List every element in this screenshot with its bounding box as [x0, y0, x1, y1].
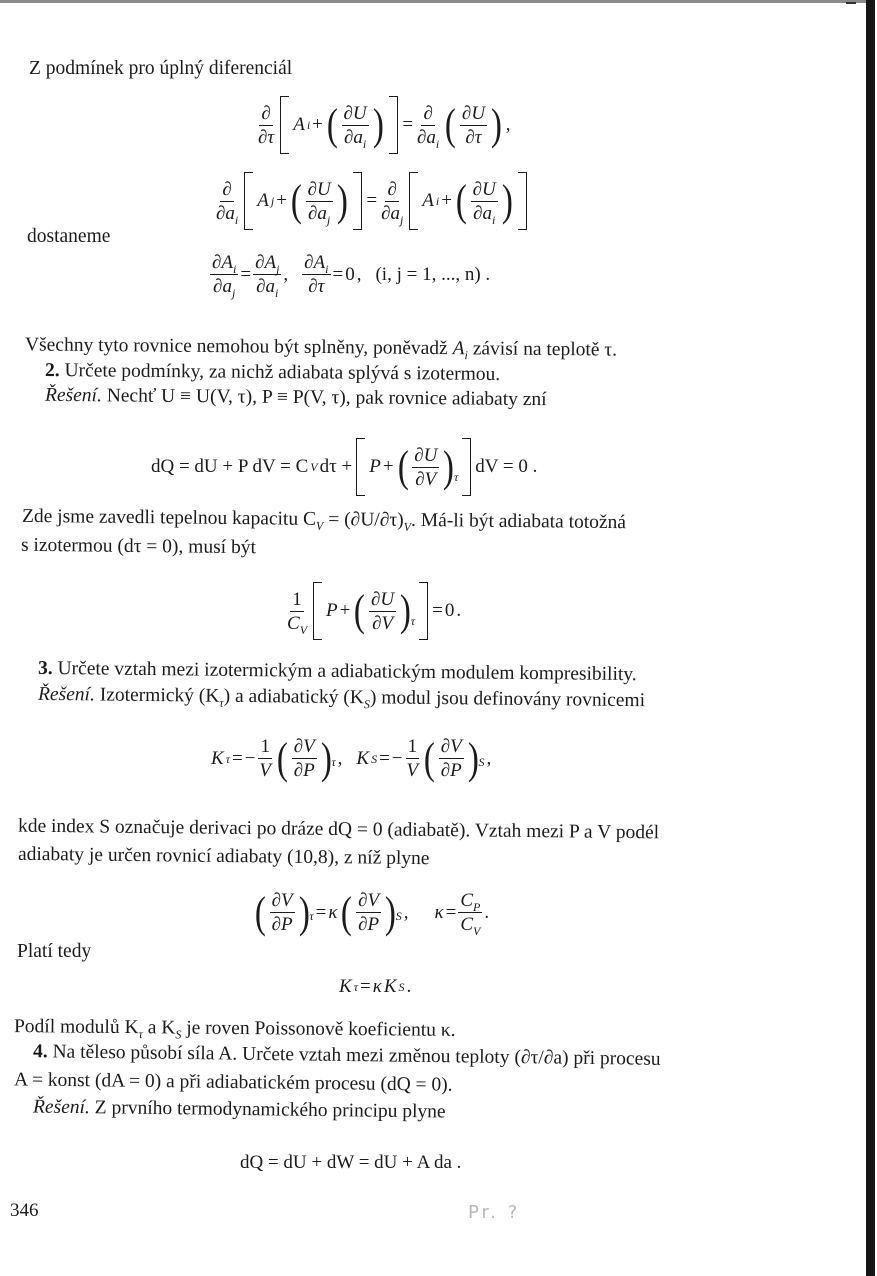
problem-4: 4. Na těleso působí síla A. Určete vztah mezi změnou teploty (∂τ/∂a) při procesu [32, 1041, 661, 1070]
problem-3: 3. Určete vztah mezi izotermickým a adiabatickým modulem kompresibility. [37, 657, 637, 686]
solution-3: Řešení. Izotermický $(K_\tau)$ a adiabatický $(K_S)$ modul jsou definovány rovnicemi [37, 683, 646, 712]
scan-top-mark [846, 2, 856, 4]
equation-1: ∂ ∂τ A i + ( ∂U $\partial a_i$ ) = ∂ $\partial a_i$ ( ∂U ∂τ ) , [255, 96, 511, 154]
equation-izoterma: 1 $C_V$ P + ( ∂U ∂V ) τ = 0 . [284, 582, 462, 640]
label-plati-tedy: Platí tedy [17, 941, 92, 962]
equation-adiabata: dQ = dU + P dV = C V dτ + P + ( ∂U ∂V ) τ dV = 0 . [150, 438, 538, 496]
paragraph-zde-line2: s izotermou (dτ = 0), musí být [20, 534, 257, 559]
page-number: 346 [10, 1200, 39, 1221]
solution-4: Řešení. Z prvního termodynamického principu plyne [32, 1096, 446, 1123]
equation-3: $\frac{\partial A_i}{\partial a_j}$ = $\frac{\partial A_j}{\partial a_i}$ , $\frac{\partial A_i}{\partial\tau}$ = 0 , (i, j = 1, ..., n) . [212, 252, 491, 300]
intro-text: Z podmínek pro úplný diferenciál [29, 58, 293, 79]
paragraph-kde-line1: kde index S označuje derivaci po dráze dQ = 0 (adiabatě). Vztah mezi P a V podél [17, 815, 660, 844]
problem-2: 2. Určete podmínky, za nichž adiabata splývá s izotermou. [44, 360, 501, 385]
solution-2: Řešení. Nechť U ≡ U(V, τ), P ≡ P(V, τ), pak rovnice adiabaty zní [44, 384, 547, 411]
paragraph-vsechny: Všechny tyto rovnice nemohou být splněny, poněvadž $A_i$ závisí na teplotě τ. [24, 334, 618, 363]
label-dostaneme: dostaneme [27, 226, 111, 247]
equation-moduly: K τ = − $\frac{1}{V}$ ( ∂V ∂P ) τ , K S = − $\frac{1}{V}$ ( ∂V ∂P ) S , [211, 733, 492, 783]
equation-poisson: K τ = κ K S . [339, 976, 412, 997]
paragraph-podil: Podíl modulů $K_\tau$ a $K_S$ je roven Poissonově koeficientu κ. [13, 1016, 456, 1042]
equation-kappa: ( ∂V ∂P ) τ = κ ( ∂V ∂P ) S , κ = $\frac{C_P}{C_V}$ . [254, 887, 490, 938]
equation-first-law: dQ = dU + dW = dU + A da . [240, 1152, 462, 1173]
pencil-note: Pr. ? [468, 1202, 521, 1223]
equation-2: ∂ $\partial a_i$ A j + ( ∂U $\partial a_j$ ) = ∂ $\partial a_j$ A i + ( ∂U $\partial a_i$ ) [213, 172, 530, 230]
paragraph-kde-line2: adiabaty je určen rovnicí adiabaty (10,8), z níž plyne [17, 843, 430, 870]
problem-4-line2: A = konst (dA = 0) a při adiabatickém procesu (dQ = 0). [13, 1069, 453, 1096]
scan-right-edge [866, 0, 875, 1276]
paragraph-zde-line1: Zde jsme zavedli tepelnou kapacitu $C_V = (\partial U/\partial\tau)_V$. Má-li být adiabata totožná [21, 505, 627, 534]
scan-top-edge [0, 0, 866, 3]
